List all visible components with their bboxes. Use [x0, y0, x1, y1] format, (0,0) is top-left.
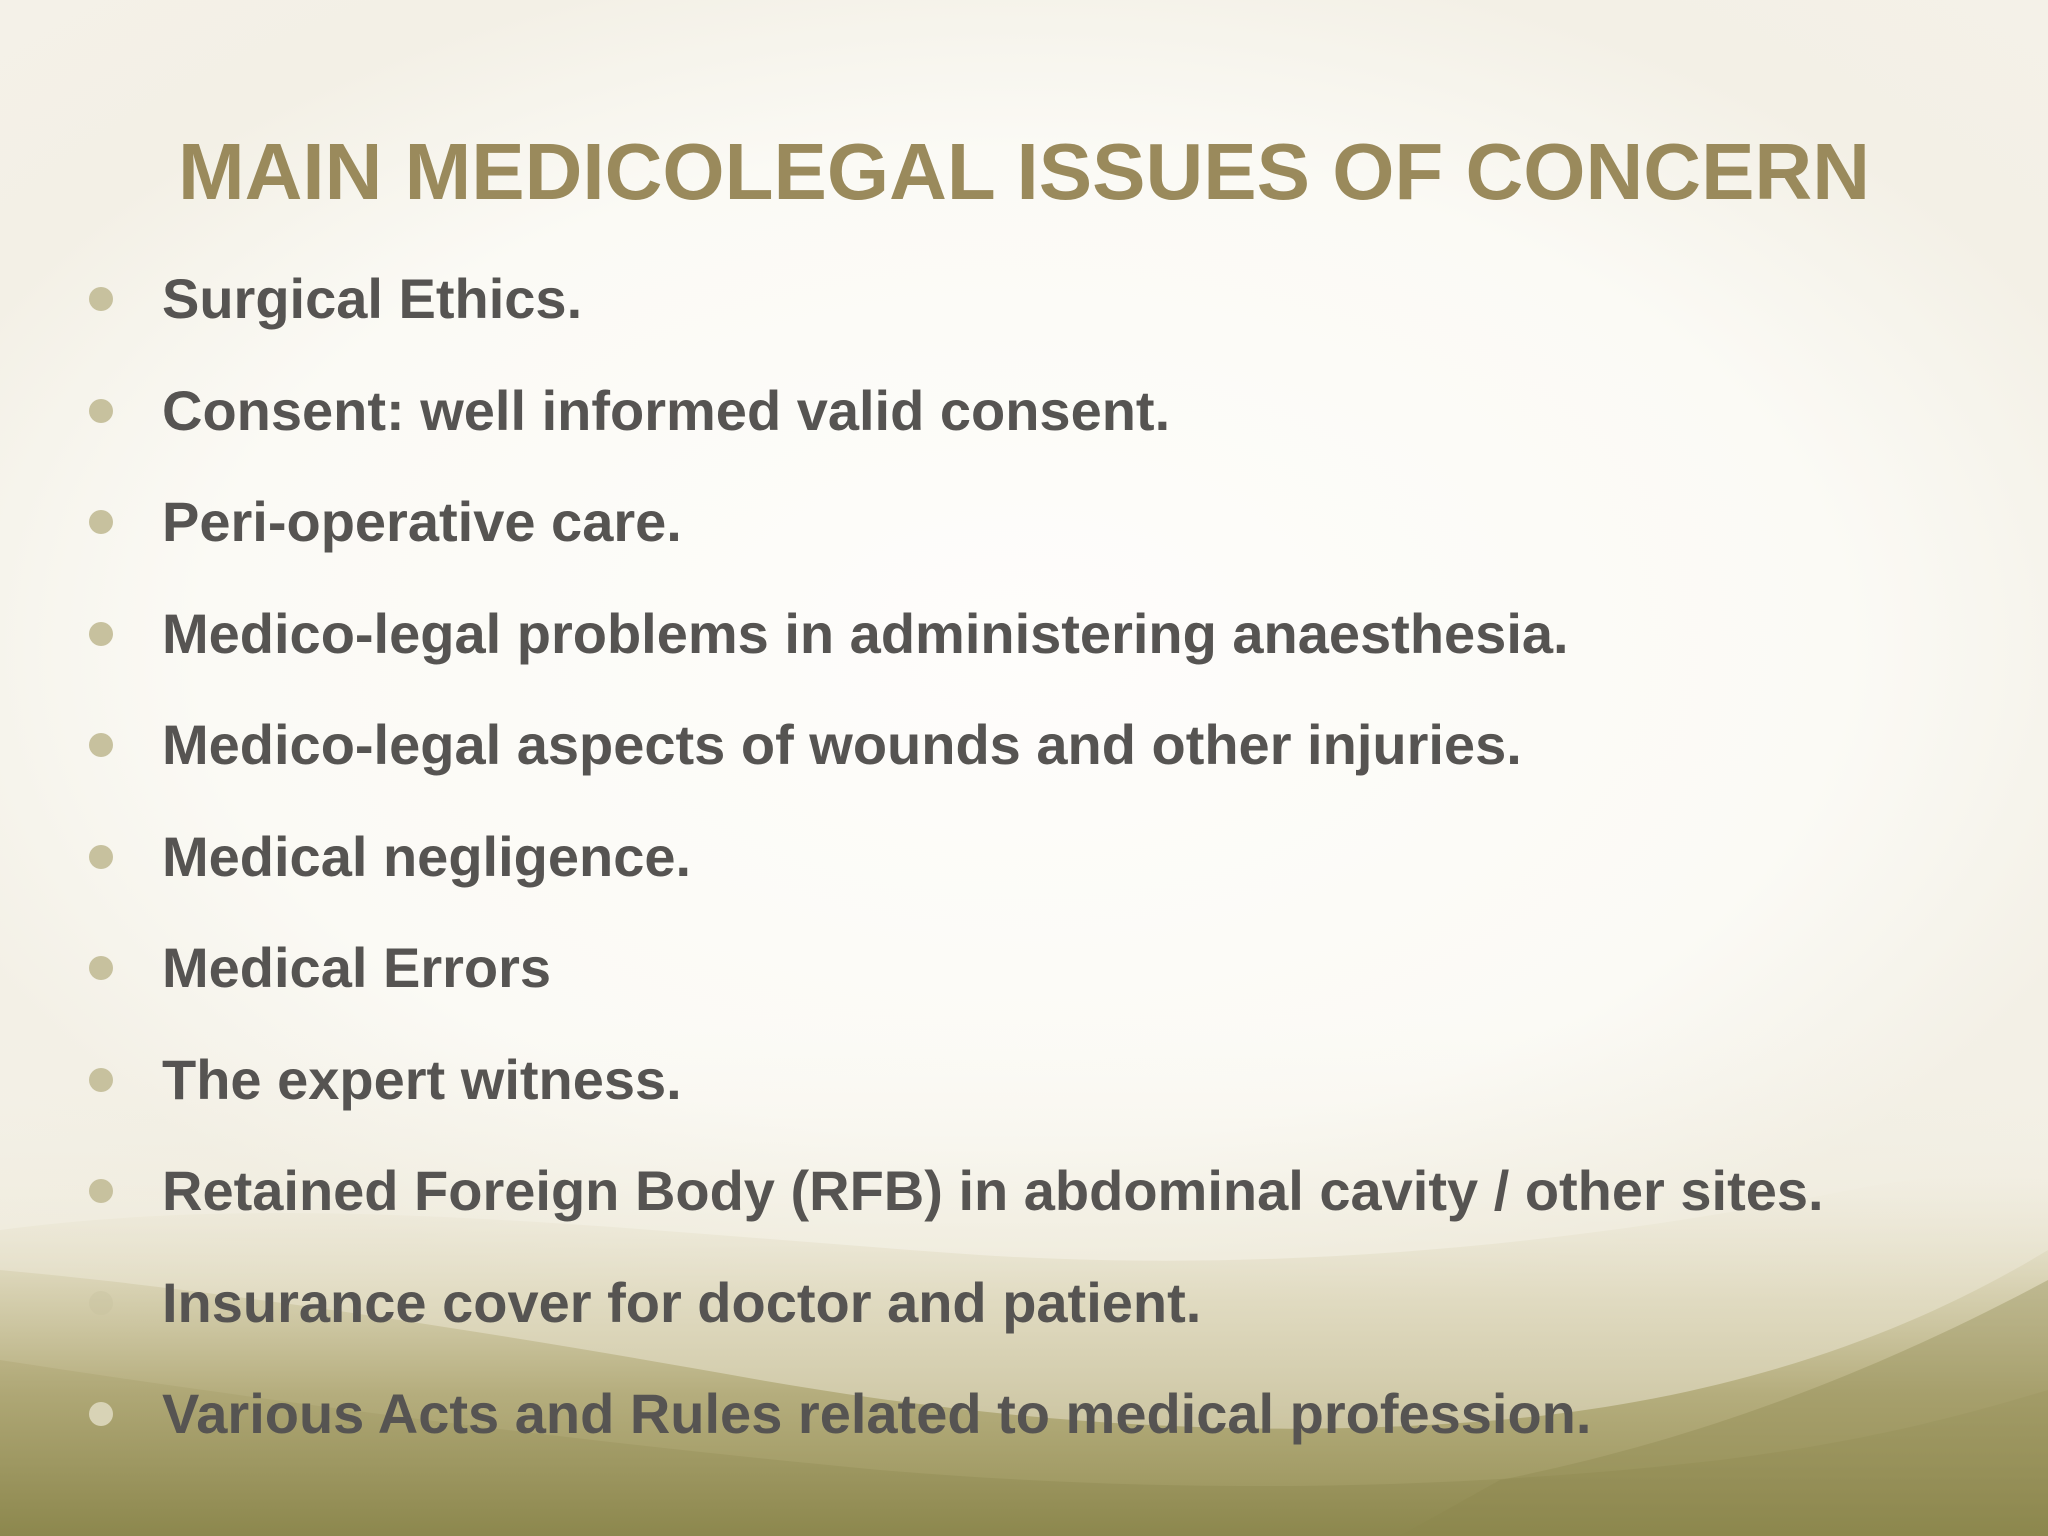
- bullet-item: [0, 1359, 2048, 1471]
- bullet-list: [0, 244, 2048, 1471]
- bullet-item: [0, 913, 2048, 1025]
- bullet-text: Medical negligence.: [162, 824, 692, 888]
- bullet-dot-icon: [89, 956, 113, 980]
- bullet-dot-icon: [89, 845, 113, 869]
- bullet-item: [0, 579, 2048, 691]
- bullet-dot-icon: [89, 510, 113, 534]
- bullet-item: [0, 244, 2048, 356]
- bullet-text: Retained Foreign Body (RFB) in abdominal cavity / other sites.: [162, 1159, 1824, 1222]
- bullet-text: Peri-operative care.: [162, 490, 682, 553]
- bullet-text: Medico-legal aspects of wounds and other injuries.: [162, 713, 1522, 776]
- bullet-text: Insurance cover for doctor and patient.: [162, 1270, 1202, 1334]
- bullet-item: [0, 690, 2048, 802]
- bullet-dot-icon: [89, 287, 113, 311]
- bullet-dot-icon: [89, 733, 113, 757]
- bullet-dot-icon: [89, 1291, 113, 1315]
- slide-title: MAIN MEDICOLEGAL ISSUES OF CONCERN: [178, 127, 1870, 216]
- bullet-dot-icon: [89, 1179, 113, 1203]
- bullet-item: [0, 1025, 2048, 1137]
- bullet-item: [0, 1136, 2048, 1248]
- bullet-text: Consent: well informed valid consent.: [162, 378, 1171, 442]
- bullet-text: Various Acts and Rules related to medical profession.: [162, 1382, 1592, 1445]
- bullet-item: [0, 1248, 2048, 1360]
- bullet-item: [0, 467, 2048, 579]
- bullet-dot-icon: [89, 399, 113, 423]
- bullet-text: Medico-legal problems in administering anaesthesia.: [162, 601, 1569, 665]
- bullet-item: [0, 802, 2048, 914]
- bullet-item: [0, 356, 2048, 468]
- bullet-text: The expert witness.: [162, 1047, 682, 1111]
- bullet-dot-icon: [89, 622, 113, 646]
- bullet-text: Surgical Ethics.: [162, 267, 583, 330]
- bullet-dot-icon: [89, 1402, 113, 1426]
- bullet-dot-icon: [89, 1068, 113, 1092]
- bullet-text: Medical Errors: [162, 936, 552, 999]
